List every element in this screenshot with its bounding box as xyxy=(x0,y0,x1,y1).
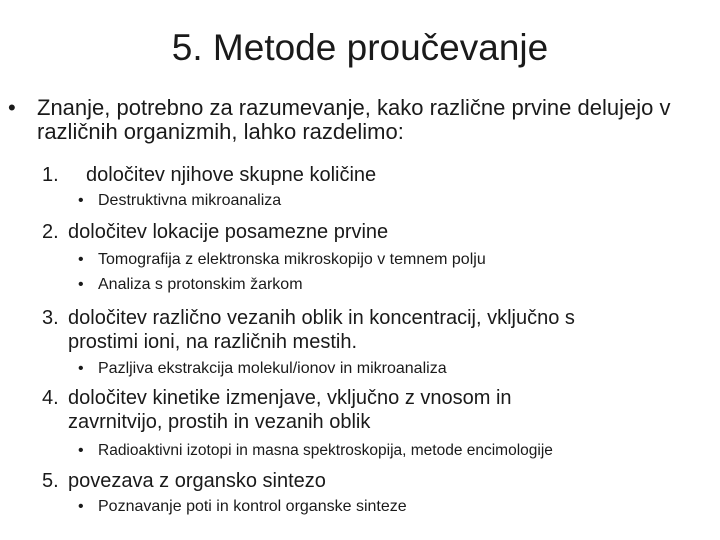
item-number: 5. xyxy=(42,470,59,492)
item-text-continued: prostimi ioni, na različnih mestih. xyxy=(68,331,357,353)
item-text: določitev kinetike izmenjave, vključno z vnosom in xyxy=(68,387,512,409)
item-number: 1. xyxy=(42,164,59,186)
item-text: določitev različno vezanih oblik in koncentracij, vključno s xyxy=(68,307,575,329)
list-item-4 xyxy=(42,386,512,433)
intro-text: Znanje, potrebno za razumevanje, kako različne prvine delujejo v različnih organizmih, lahko razdelimo: xyxy=(37,95,671,144)
list-item-5 xyxy=(42,469,326,493)
sub-item-text: Poznavanje poti in kontrol organske sinteze xyxy=(98,498,407,515)
sub-bullet-icon: • xyxy=(78,498,84,515)
list-item-3 xyxy=(42,306,575,353)
sub-bullet-icon: • xyxy=(78,192,84,209)
list-item-1 xyxy=(42,163,377,187)
item-text: povezava z organsko sintezo xyxy=(68,470,326,492)
bullet-icon: • xyxy=(8,95,16,120)
sub-item-text: Pazljiva ekstrakcija molekul/ionov in mikroanaliza xyxy=(98,360,447,377)
sub-bullet-icon: • xyxy=(78,276,84,293)
item-number: 4. xyxy=(42,387,59,409)
slide-title: 5. Metode proučevanje xyxy=(171,27,549,68)
item-number: 2. xyxy=(42,221,59,243)
list-item-2 xyxy=(42,220,389,244)
sub-item-text: Tomografija z elektronska mikroskopijo v temnem polju xyxy=(98,251,486,268)
item-text: določitev njihove skupne količine xyxy=(86,164,377,186)
sub-item-text: Radioaktivni izotopi in masna spektroskopija, metode encimologije xyxy=(98,442,553,459)
item-text-continued: zavrnitvijo, prostih in vezanih oblik xyxy=(68,411,371,433)
sub-item-text: Analiza s protonskim žarkom xyxy=(98,276,303,293)
sub-item-text: Destruktivna mikroanaliza xyxy=(98,192,282,209)
sub-bullet-icon: • xyxy=(78,360,84,377)
sub-bullet-icon: • xyxy=(78,442,84,459)
item-text: določitev lokacije posamezne prvine xyxy=(68,221,389,243)
sub-bullet-icon: • xyxy=(78,251,84,268)
item-number: 3. xyxy=(42,307,59,329)
